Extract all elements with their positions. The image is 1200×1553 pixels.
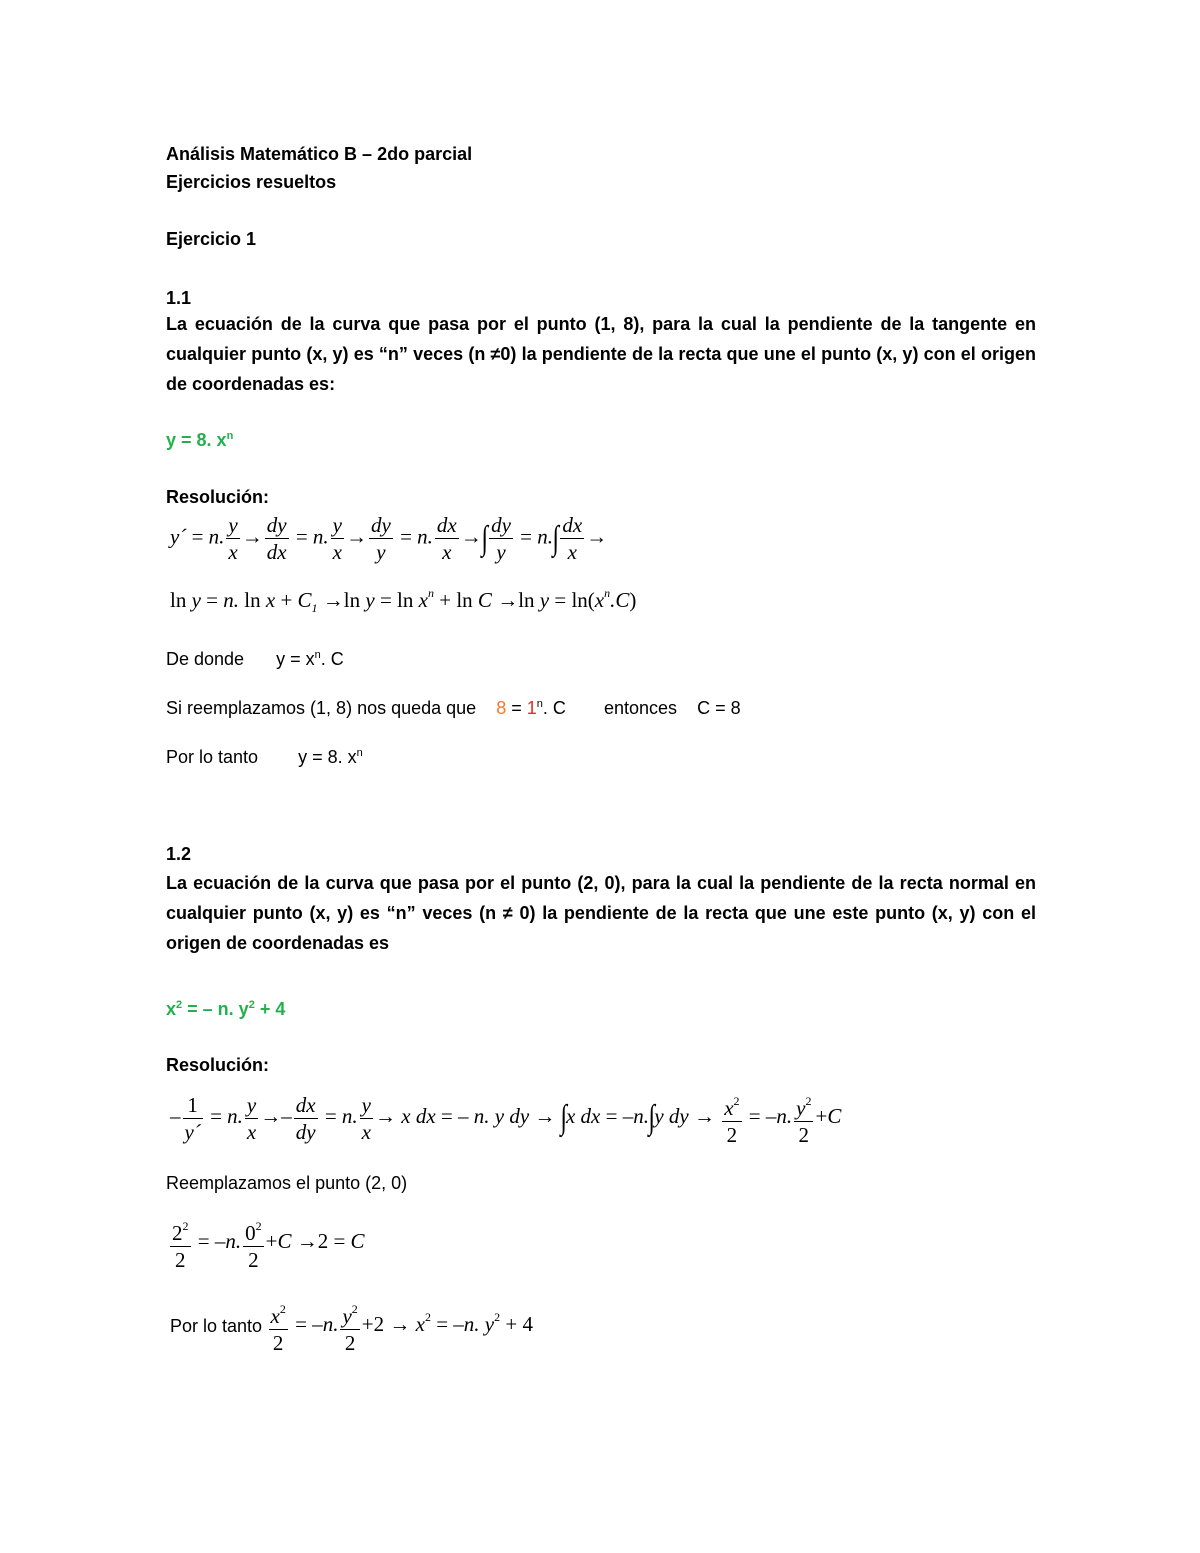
equation-1-2-line-2: $\frac{2^2}{2}$ = –n. $\frac{0^2}{2}$ +C →2 = C (168, 1213, 365, 1273)
por-lo-tanto-exp-1-1: n (356, 747, 363, 759)
reemplazo-tail: . C (542, 698, 566, 718)
por-lo-tanto-label-1-2: Por lo tanto (170, 1316, 263, 1336)
reemplazo-eight: 8 (496, 698, 507, 718)
por-lo-tanto-label-1-1: Por lo tanto (166, 747, 259, 767)
statement-1-1: La ecuación de la curva que pasa por el punto (1, 8), para la cual la pendiente de la tangente en cualquier punto (x, y) es “n” veces (n ≠0) la pendiente de la recta que une el punto (x, y) con el origen de coordenadas es: (166, 314, 1036, 394)
reemplazo-one: 1 (526, 698, 537, 718)
document-subtitle: Ejercicios resueltos (166, 172, 337, 192)
answer-1-2-b-exp: 2 (248, 999, 255, 1011)
entonces-value: C = 8 (697, 698, 741, 718)
section-number-1-2: 1.2 (166, 844, 192, 864)
answer-1-2-mid: = – n. y (182, 999, 249, 1019)
por-lo-tanto-1-2 (170, 1296, 533, 1356)
answer-1-1 (166, 425, 233, 451)
answer-1-2 (166, 994, 285, 1020)
de-donde-expr-base: y = x (276, 649, 315, 669)
equation-1-2-line-1: – $\frac{1}{y´}$ = n. $\frac{y}{x}$ →– $\frac{dx}{dy}$ = n. $\frac{y}{x}$ → x dx = – n. y dy → ∫x dx = –n.∫y dy → $\frac{x^2}{2}$ = –n. $\frac{y^2}{2}$ +C (170, 1088, 841, 1148)
equation-1-1-line-2: ln y = n. $\ln x + C_1 \to\ln$ $y = \ln x^n + \ln C \to\ln$ $y = \ln(x^n.C)$ (170, 586, 637, 616)
reemplazo-line (166, 693, 741, 719)
answer-1-1-base: y = 8. x (166, 430, 227, 450)
answer-1-2-tail: + 4 (254, 999, 286, 1019)
reemplazo-label: Si reemplazamos (1, 8) nos queda que (166, 698, 477, 718)
statement-1-2: La ecuación de la curva que pasa por el punto (2, 0), para la cual la pendiente de la recta normal en cualquier punto (x, y) es “n” veces (n ≠ 0) la pendiente de la recta que une este punto (x, y) con el origen de coordenadas es (166, 873, 1036, 953)
de-donde-expr-tail: . C (320, 649, 344, 669)
de-donde-line (166, 644, 344, 670)
por-lo-tanto-base-1-1: y = 8. x (298, 747, 357, 767)
section-number-1-1: 1.1 (166, 288, 192, 308)
de-donde-expr-exp: n (314, 649, 321, 661)
entonces-label: entonces (603, 698, 678, 718)
answer-1-2-a-exp: 2 (176, 999, 183, 1011)
de-donde-label: De donde (166, 649, 245, 669)
reemplazamos-label: Reemplazamos el punto (2, 0) (166, 1173, 408, 1193)
resolucion-label-1-2: Resolución: (166, 1055, 270, 1075)
reemplazo-exp: n (536, 698, 543, 710)
answer-1-1-exponent: n (226, 430, 234, 442)
document-title: Análisis Matemático B – 2do parcial (166, 144, 473, 164)
answer-1-2-a: x (166, 999, 177, 1019)
equation-1-1-line-1: y´ = n. $\frac{y}{x}$ → $\frac{dy}{dx}$ = n. $\frac{y}{x}$ → $\frac{dy}{y}$ = n. $\frac{dx}{x}$ →∫ $\frac{dy}{y}$ = n.∫ $\frac{dx}{x}$ → (170, 513, 608, 564)
resolucion-label-1-1: Resolución: (166, 487, 270, 507)
reemplazo-equals: = (511, 698, 522, 718)
exercise-heading: Ejercicio 1 (166, 229, 257, 249)
equation-1-2-result: $\frac{x^2}{2}$ = –n. $\frac{y^2}{2}$ $+2 \to x^2 = -n$. $y^2 + 4$ (267, 1312, 533, 1336)
por-lo-tanto-1-1 (166, 742, 363, 768)
